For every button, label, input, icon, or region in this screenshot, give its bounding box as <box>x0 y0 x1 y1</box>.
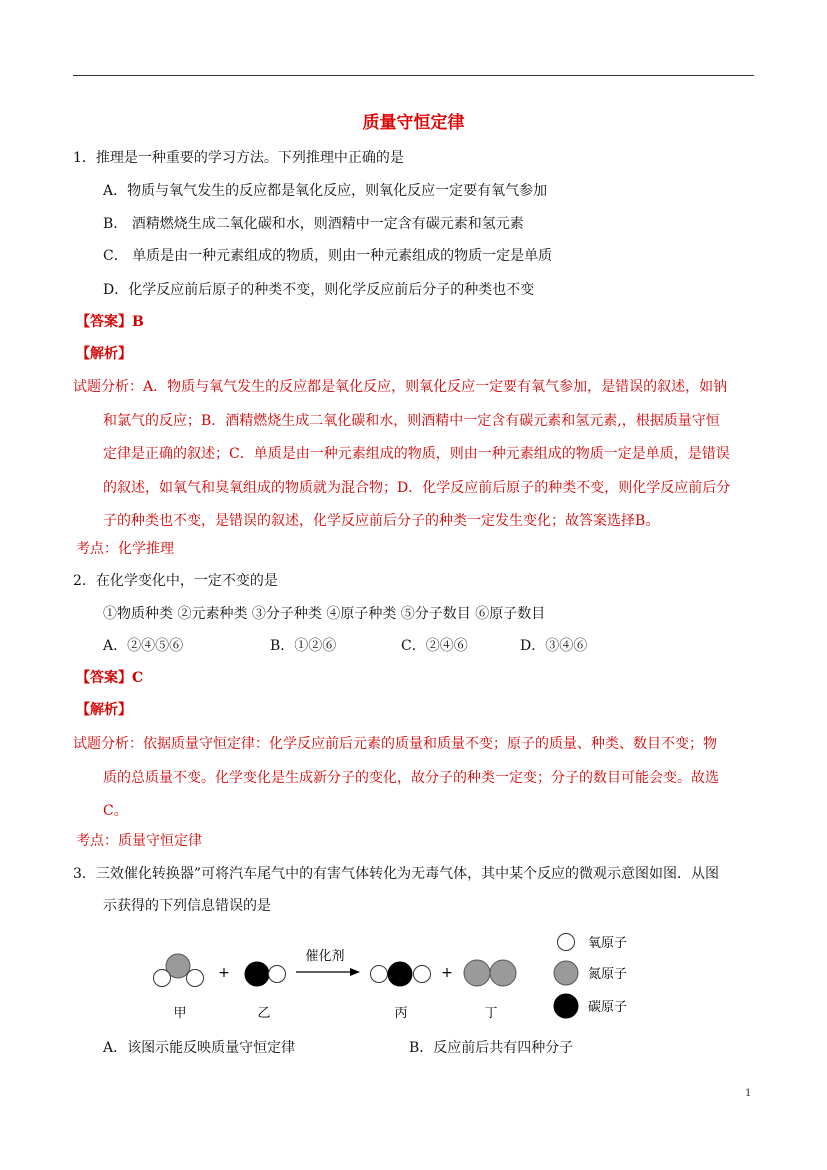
q3-stem-line2: 示获得的下列信息错误的是 <box>103 898 271 914</box>
label-ding: 丁 <box>484 1006 498 1021</box>
legend-carbon-icon <box>554 994 578 1018</box>
q2-analysis-line: 试题分析：依据质量守恒定律：化学反应前后元素的质量和质量不变；原子的质量、种类、数目不变；物 <box>73 736 717 752</box>
q2-option-b: B．①②⑥ <box>270 638 337 654</box>
q1-option-b: B． 酒精燃烧生成二氧化碳和水，则酒精中一定含有碳元素和氢元素 <box>103 216 524 232</box>
q1-analysis-label: 【解析】 <box>76 346 132 362</box>
molecule-ding <box>464 960 516 986</box>
label-jia: 甲 <box>173 1006 187 1021</box>
page-title: 质量守恒定律 <box>362 113 465 133</box>
oxygen-atom <box>269 966 286 983</box>
q1-analysis-line: 的叙述，如氧气和臭氧组成的物质就为混合物；D．化学反应前后原子的种类不变，则化学反应前后分 <box>103 479 731 496</box>
q2-option-c: C．②④⑥ <box>401 638 468 654</box>
q1-option-c: C． 单质是由一种元素组成的物质，则由一种元素组成的物质一定是单质 <box>103 248 553 264</box>
molecule-yi <box>245 962 286 986</box>
legend-nitrogen-icon <box>554 961 578 985</box>
legend-nitrogen-label: 氮原子 <box>588 967 628 982</box>
q2-analysis-line: C。 <box>103 803 128 819</box>
q3-option-a: A．该图示能反映质量守恒定律 <box>103 1040 296 1056</box>
q2-analysis-line: 质的总质量不变。化学变化是生成新分子的变化，故分子的种类一定变；分子的数目可能会变。故选 <box>103 769 719 786</box>
nitrogen-atom <box>490 960 516 986</box>
q1-analysis <box>73 377 755 545</box>
q2-stem: 2．在化学变化中，一定不变的是 <box>73 573 278 589</box>
q1-analysis-line: 子的种类也不变，是错误的叙述，化学反应前后分子的种类一定发生变化；故答案选择B。 <box>103 513 660 529</box>
label-yi: 乙 <box>257 1006 271 1021</box>
q1-analysis-line: 定律是正确的叙述；C．单质是由一种元素组成的物质，则由一种元素组成的物质一定是单质，是错误 <box>103 446 730 462</box>
oxygen-atom <box>414 966 431 983</box>
carbon-atom <box>245 962 269 986</box>
molecule-bing <box>371 962 431 986</box>
page-number: 1 <box>745 1088 752 1099</box>
reaction-diagram <box>140 928 680 1024</box>
legend-oxygen-label: 氧原子 <box>588 936 628 951</box>
q2-option-d: D．③④⑥ <box>520 638 588 654</box>
molecule-jia <box>154 954 204 987</box>
legend-oxygen-icon <box>558 934 575 951</box>
q1-stem: 1．推理是一种重要的学习方法。下列推理中正确的是 <box>73 150 404 166</box>
carbon-atom <box>388 962 412 986</box>
q1-analysis-line: 试题分析：A．物质与氧气发生的反应都是氧化反应，则氧化反应一定要有氧气参加，是错误的叙述，如钠 <box>73 379 728 395</box>
q3-option-b: B．反应前后共有四种分子 <box>409 1040 574 1056</box>
legend <box>554 934 627 1019</box>
legend-carbon-label: 碳原子 <box>588 1000 628 1015</box>
q2-analysis <box>73 734 755 835</box>
oxygen-atom <box>154 970 171 987</box>
plus-sign: + <box>218 965 230 981</box>
q2-option-a: A．②④⑤⑥ <box>103 638 184 654</box>
q2-knowledge-point: 考点：质量守恒定律 <box>76 833 202 849</box>
nitrogen-atom <box>464 960 490 986</box>
plus-sign: + <box>441 965 453 981</box>
q1-analysis-line: 和氯气的反应；B．酒精燃烧生成二氧化碳和水，则酒精中一定含有碳元素和氢元素,，根据质量守恒 <box>103 412 720 429</box>
q2-answer: 【答案】C <box>76 670 144 686</box>
q1-option-a: A．物质与氧气发生的反应都是氧化反应，则氧化反应一定要有氧气参加 <box>103 183 548 199</box>
oxygen-atom <box>371 966 388 983</box>
catalyst-label: 催化剂 <box>305 949 345 964</box>
q1-knowledge-point: 考点：化学推理 <box>76 541 174 557</box>
q1-option-d: D．化学反应前后原子的种类不变，则化学反应前后分子的种类也不变 <box>103 282 535 298</box>
oxygen-atom <box>187 970 204 987</box>
label-bing: 丙 <box>394 1006 408 1021</box>
q2-items: ①物质种类 ②元素种类 ③分子种类 ④原子种类 ⑤分子数目 ⑥原子数目 <box>103 606 546 622</box>
q2-analysis-label: 【解析】 <box>76 702 132 718</box>
header-rule <box>73 75 754 76</box>
reaction-arrow <box>296 968 360 976</box>
q3-stem-line1: 3．三效催化转换器”可将汽车尾气中的有害气体转化为无毒气体，其中某个反应的微观示意图如图．从图 <box>73 866 720 882</box>
q1-answer: 【答案】B <box>76 314 144 330</box>
